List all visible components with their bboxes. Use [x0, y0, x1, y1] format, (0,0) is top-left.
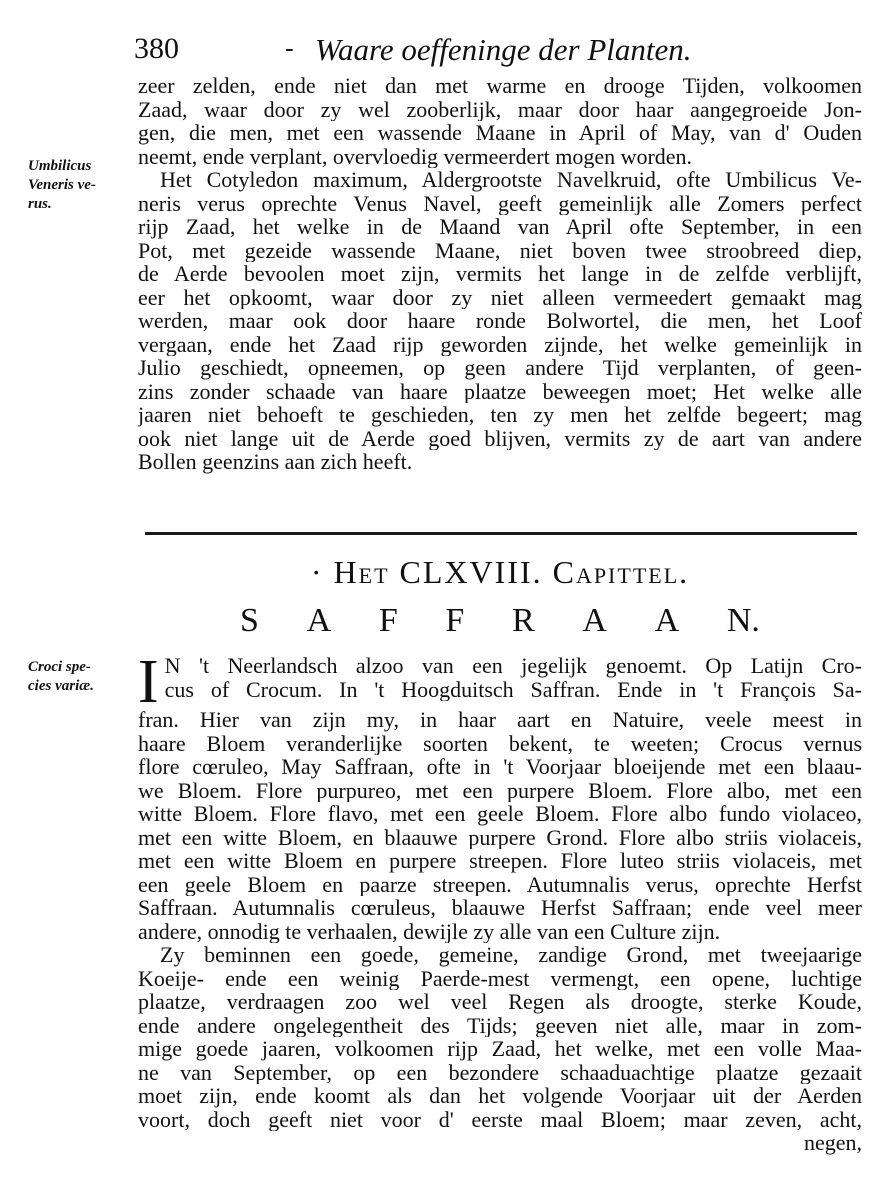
chapter-number: CLXVIII.: [399, 554, 543, 590]
chapter-heading-het: et: [358, 554, 390, 590]
title-letter: S: [240, 602, 259, 639]
text-line: Julio geschiedt, opneemen, op geen andere Tijd verplanten, of geen-: [138, 356, 862, 380]
text-line: andere, onnodig te verhaalen, dewijle zy alle van een Culture zijn.: [138, 919, 721, 943]
catchword: negen,: [803, 1131, 862, 1155]
text-line: witte Bloem. Flore flavo, met een geele Bloem. Flore albo fundo violaceo,: [138, 802, 862, 826]
text-line: N 't Neerlandsch alzoo van een jegelijk genoemt. Op Latijn Cro-: [164, 654, 862, 678]
text-line: moet zijn, ende koomt als dan het volgende Voorjaar uit der Aerden: [138, 1084, 862, 1108]
text-line: zins zonder schaade van haare plaatze beweegen moet; Het welke alle: [138, 379, 862, 403]
text-line: we Bloem. Flore purpureo, met een purpere Bloem. Flore albo, met een: [138, 778, 862, 802]
section-one-text: [138, 74, 862, 474]
text-line: neemt, ende verplant, overvloedig vermeerdert mogen worden.: [138, 144, 693, 168]
text-line: cus of Crocum. In 't Hoogduitsch Saffran. Ende in 't François Sa-: [164, 677, 862, 701]
text-line: Pot, met gezeide wassende Maane, niet boven twee stroobreed diep,: [138, 238, 862, 262]
dropcap-paragraph: [138, 654, 862, 708]
margin-note-line: cies variæ.: [28, 678, 94, 694]
text-line: Koeije- ende een weinig Paerde-mest vermengt, een opene, luchtige: [138, 966, 862, 990]
text-line: vergaan, ende het Zaad rijp geworden zijnde, het welke gemeinlijk in: [138, 332, 862, 356]
running-title: Waare oeffeninge der Planten.: [315, 32, 692, 67]
margin-note-line: rus.: [28, 196, 52, 212]
text-line: gen, die men, met een wassende Maane in April of May, van d' Ouden: [138, 121, 862, 145]
chapter-heading-capittel: apittel.: [575, 554, 690, 590]
section-divider: [145, 532, 857, 535]
margin-note-line: Croci spe-: [28, 659, 91, 675]
text-line: de Aerde bevoolen moet zijn, vermits het lange in de zelfde verblijft,: [138, 262, 862, 286]
text-line: ook niet lange uit de Aerde goed blijven, vermits zy de aart van andere: [138, 426, 862, 450]
chapter-heading-c: C: [552, 554, 576, 590]
margin-note-line: Umbilicus: [28, 158, 92, 174]
text-line: fran. Hier van zijn my, in haar aart en Natuire, veele meest in: [138, 708, 862, 732]
text-line: Het Cotyledon maximum, Aldergrootste Navelkruid, ofte Umbilicus Ve-: [160, 168, 862, 192]
margin-note-crocus: [28, 658, 128, 696]
text-line: mige goede jaaren, volkoomen rijp Zaad, het welke, met een volle Maa-: [138, 1037, 862, 1061]
margin-note-umbilicus: [28, 157, 128, 214]
chapter-heading: [138, 554, 862, 591]
text-line: een geele Bloem en paarze streepen. Autumnalis verus, oprechte Herfst: [138, 872, 862, 896]
margin-note-line: Veneris ve-: [28, 177, 96, 193]
text-line: haare Bloem veranderlijke soorten bekent, te weeten; Crocus vernus: [138, 731, 862, 755]
text-line: met een witte Bloem en purpere streepen. Flore luteo striis violaceis, met: [138, 849, 862, 873]
title-letter: F: [445, 602, 465, 639]
header-dash: -: [285, 34, 294, 64]
drop-capital: I: [138, 654, 159, 708]
text-line: ende andere ongelegentheit des Tijds; geeven niet alle, maar in zom-: [138, 1013, 862, 1037]
page-number: 380: [134, 32, 179, 65]
text-line: Saffraan. Autumnalis cœruleus, blaauwe Herfst Saffraan; ende veel meer: [138, 896, 862, 920]
page-header: [130, 26, 870, 70]
text-line: zeer zelden, ende niet dan met warme en drooge Tijden, volkoomen: [138, 74, 862, 98]
section-two-text: [138, 654, 862, 1155]
title-letter: F: [378, 602, 398, 639]
text-line: eer het opkoomt, waar door zy niet alleen vermeedert gemaakt mag: [138, 285, 862, 309]
text-line: Zy beminnen een goede, gemeine, zandige Grond, met tweejaarige: [160, 943, 862, 967]
title-letter: A: [306, 602, 332, 639]
text-line: Bollen geenzins aan zich heeft.: [138, 450, 413, 474]
text-line: rijp Zaad, het welke in de Maand van April ofte September, in een: [138, 215, 862, 239]
text-line: neris verus oprechte Venus Navel, geeft gemeinlijk alle Zomers perfect: [138, 191, 862, 215]
chapter-heading-prefix: · H: [310, 554, 359, 590]
title-letter: A: [582, 602, 607, 639]
text-line: plaatze, verdraagen zoo wel veel Regen als droogte, sterke Koude,: [138, 990, 862, 1014]
text-line: ne van September, op een bezondere schaaduachtige plaatze gezaait: [138, 1060, 862, 1084]
title-letter: R: [512, 602, 535, 639]
text-line: jaaren niet behoeft te geschieden, ten zy men het zelfde begeert; mag: [138, 403, 862, 427]
title-letter: A: [654, 602, 680, 639]
text-line: flore cœruleo, May Saffraan, ofte in 't Voorjaar bloeijende met een blaau-: [138, 755, 862, 779]
title-letter: N.: [726, 602, 760, 639]
text-line: met een witte Bloem, en blaauwe purpere Grond. Flore albo striis violaceis,: [138, 825, 862, 849]
chapter-title: [240, 602, 760, 640]
text-line: Zaad, waar door zy wel zooberlijk, maar door haar aangegroeide Jon-: [138, 97, 862, 121]
text-line: werden, maar ook door haare ronde Bolwortel, die men, het Loof: [138, 309, 862, 333]
text-line: voort, doch geeft niet voor d' eerste maal Bloem; maar zeven, acht,: [138, 1107, 862, 1131]
